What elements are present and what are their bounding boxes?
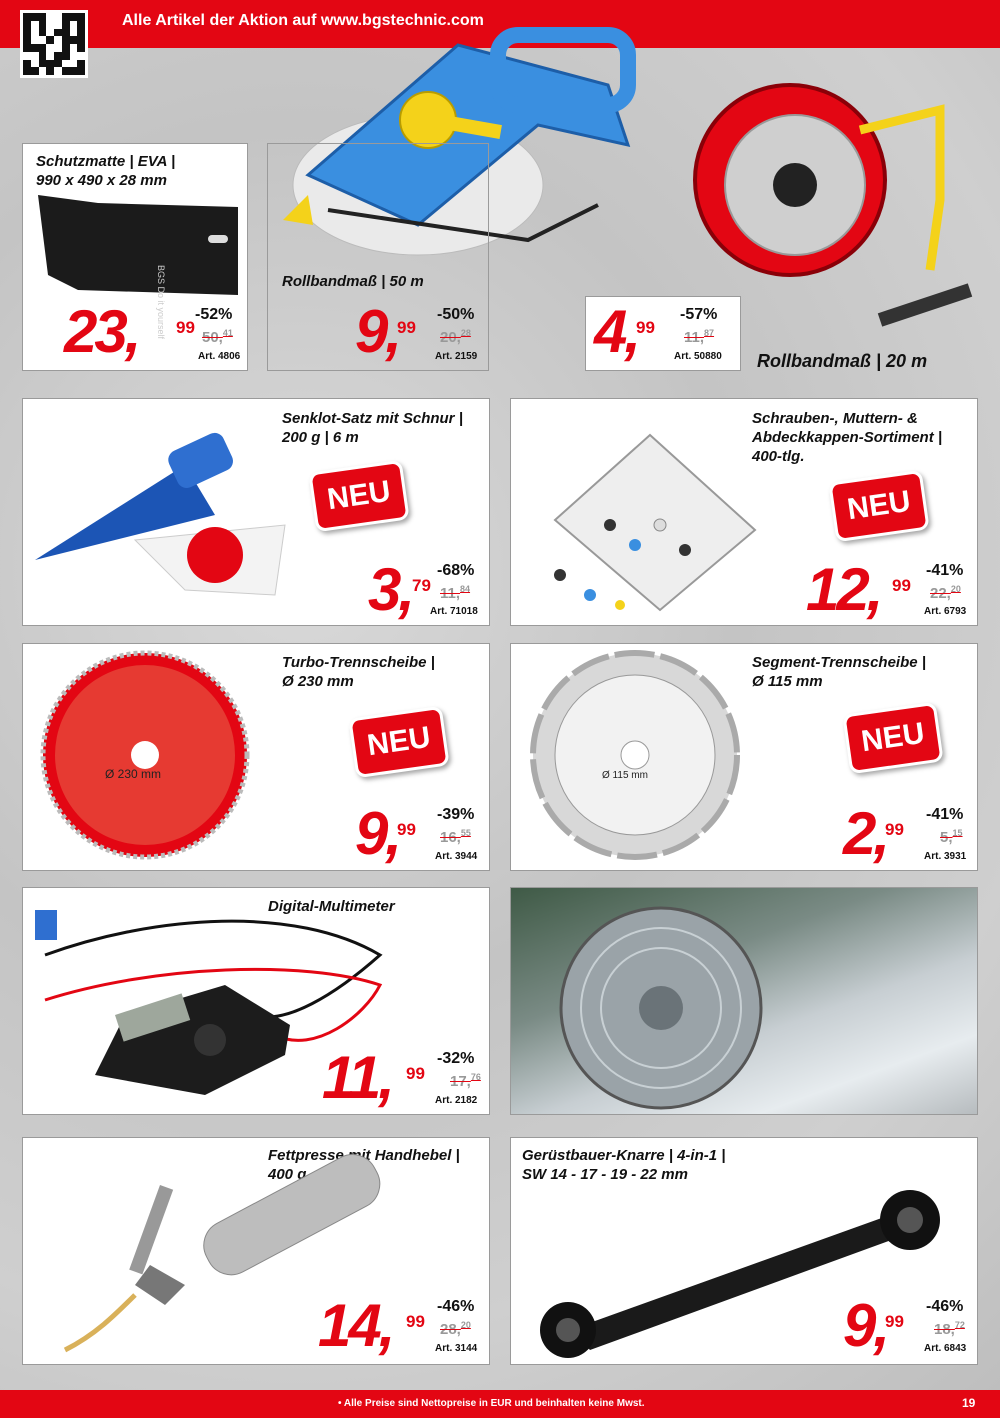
article-number-schutzmatte: Art. 4806 bbox=[198, 351, 241, 362]
discount-turbo: -39% bbox=[437, 806, 475, 823]
new-badge: NEU bbox=[308, 460, 409, 532]
article-number-fettpresse: Art. 3144 bbox=[435, 1343, 478, 1354]
discount-rollband20: -57% bbox=[680, 306, 718, 323]
discount-rollband50: -50% bbox=[437, 306, 475, 323]
product-title-fettpresse: Fettpresse mit Handhebel | 400 g bbox=[268, 1147, 460, 1183]
old-price-senklot: 11,84 bbox=[440, 584, 471, 602]
new-badge: NEU bbox=[842, 702, 943, 774]
old-price-schutzmatte: 50,41 bbox=[202, 328, 233, 346]
photo-cutting-scene bbox=[510, 887, 978, 1115]
discount-schrauben: -41% bbox=[926, 562, 964, 579]
discount-schutzmatte: -52% bbox=[195, 306, 233, 323]
article-number-knarre: Art. 6843 bbox=[924, 1343, 967, 1354]
segment-disc-label: Ø 115 mm bbox=[602, 770, 648, 781]
product-title-rollband20: Rollbandmaß | 20 m bbox=[757, 351, 928, 371]
product-title-rollband50: Rollbandmaß | 50 m bbox=[282, 273, 424, 290]
segment-disc-image bbox=[530, 650, 740, 860]
article-number-segment: Art. 3931 bbox=[924, 851, 967, 862]
turbo-disc-label: Ø 230 mm bbox=[105, 767, 162, 781]
old-price-rollband50: 20,28 bbox=[440, 328, 471, 346]
price-rollband20: 4, 99 bbox=[594, 298, 655, 365]
article-number-turbo: Art. 3944 bbox=[435, 851, 478, 862]
price-schrauben: 12, 99 bbox=[806, 556, 911, 623]
product-title-senklot: Senklot-Satz mit Schnur | 200 g | 6 m bbox=[282, 410, 463, 446]
price-knarre: 9, 99 bbox=[843, 1292, 904, 1359]
discount-fettpresse: -46% bbox=[437, 1298, 475, 1315]
product-title-segment: Segment-Trennscheibe | Ø 115 mm bbox=[752, 654, 926, 690]
old-price-rollband20: 11,87 bbox=[684, 328, 715, 346]
article-number-multimeter: Art. 2182 bbox=[435, 1095, 478, 1106]
price-turbo: 9, 99 bbox=[355, 800, 416, 867]
header-text[interactable]: Alle Artikel der Aktion auf www.bgstechnic.com bbox=[122, 12, 484, 29]
old-price-schrauben: 22,20 bbox=[930, 584, 961, 602]
tape-measure-20m-image bbox=[690, 70, 980, 330]
footer-note: • Alle Preise sind Nettopreise in EUR und beinhalten keine Mwst. bbox=[338, 1398, 645, 1409]
price-rollband50: 9, 99 bbox=[355, 298, 416, 365]
page-number: 19 bbox=[962, 1396, 976, 1410]
discount-senklot: -68% bbox=[437, 562, 475, 579]
cutting-disc-photo-image bbox=[541, 898, 801, 1108]
article-number-schrauben: Art. 6793 bbox=[924, 606, 967, 617]
old-price-fettpresse: 28,20 bbox=[440, 1320, 471, 1338]
article-number-rollband20: Art. 50880 bbox=[674, 351, 722, 362]
product-title-schrauben: Schrauben-, Muttern- & Abdeckkappen-Sortiment | 400-tlg. bbox=[752, 410, 943, 465]
price-senklot: 3, 79 bbox=[368, 556, 431, 623]
product-title-turbo: Turbo-Trennscheibe | Ø 230 mm bbox=[282, 654, 435, 690]
discount-segment: -41% bbox=[926, 806, 964, 823]
plumb-bob-image bbox=[35, 445, 305, 600]
product-title-schutzmatte: Schutzmatte | EVA | 990 x 490 x 28 mm bbox=[36, 153, 176, 189]
product-title-knarre: Gerüstbauer-Knarre | 4-in-1 | SW 14 - 17 - 19 - 22 mm bbox=[522, 1147, 726, 1183]
price-multimeter: 11, 99 bbox=[322, 1044, 425, 1111]
turbo-disc-image bbox=[40, 650, 250, 860]
price-segment: 2, 99 bbox=[843, 800, 904, 867]
old-price-knarre: 18,72 bbox=[934, 1320, 965, 1338]
discount-knarre: -46% bbox=[926, 1298, 964, 1315]
old-price-turbo: 16,55 bbox=[440, 828, 471, 846]
price-fettpresse: 14, 99 bbox=[318, 1292, 425, 1359]
price-schutzmatte: 23, 99 bbox=[64, 298, 195, 365]
svg-text:BGS Do it yourself: BGS Do it yourself bbox=[156, 265, 166, 340]
new-badge: NEU bbox=[828, 470, 929, 542]
article-number-senklot: Art. 71018 bbox=[430, 606, 478, 617]
article-number-rollband50: Art. 2159 bbox=[435, 351, 478, 362]
discount-multimeter: -32% bbox=[437, 1050, 475, 1067]
new-badge: NEU bbox=[348, 706, 449, 778]
qr-code-icon[interactable] bbox=[20, 10, 88, 78]
screw-assortment-image bbox=[540, 435, 760, 615]
old-price-segment: 5,15 bbox=[940, 828, 963, 846]
product-title-multimeter: Digital-Multimeter bbox=[268, 898, 395, 915]
old-price-multimeter: 17,76 bbox=[450, 1072, 481, 1090]
